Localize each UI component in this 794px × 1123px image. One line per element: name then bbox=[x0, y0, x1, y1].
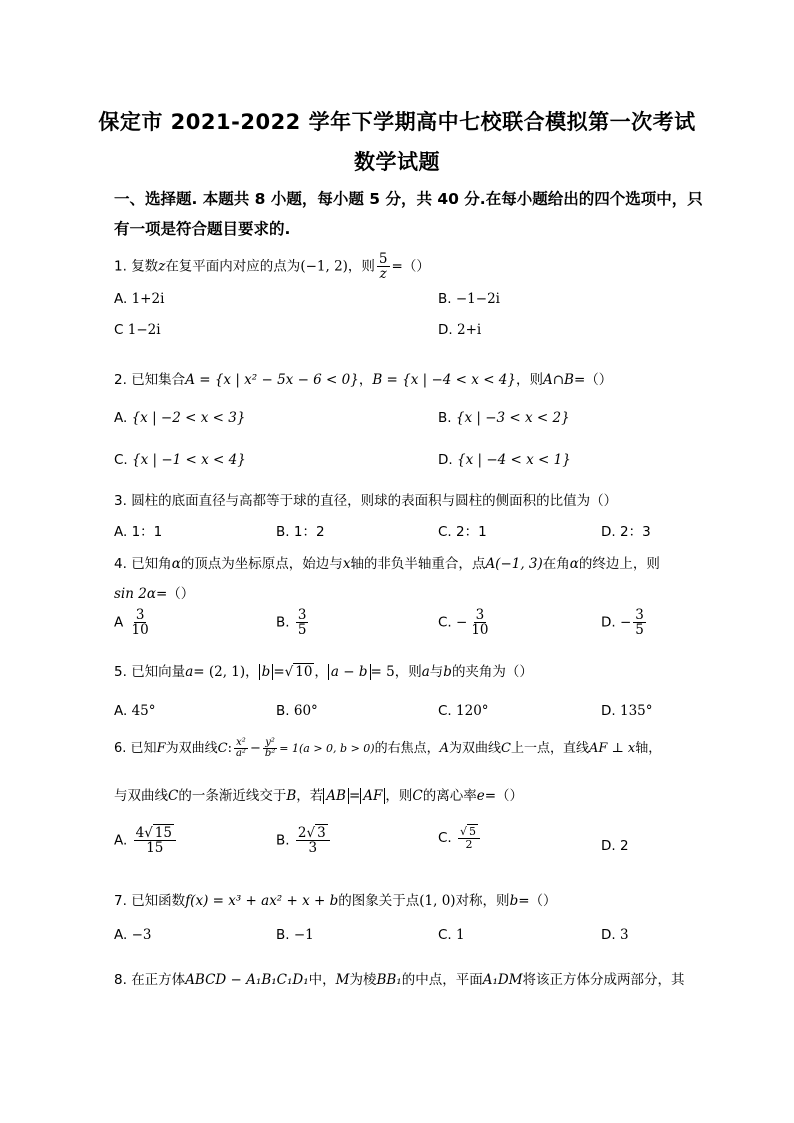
q7-option-d: D. 3 bbox=[601, 927, 629, 943]
q4-option-a: A $\frac{3}{10}$ bbox=[114, 607, 149, 639]
q4-option-d: D. − $\frac{3}{5}$ bbox=[601, 607, 644, 639]
q3-option-a: A. 1：1 bbox=[114, 524, 163, 540]
q1-option-a: A. 1+2i bbox=[114, 291, 165, 307]
q7-option-a: A. −3 bbox=[114, 927, 152, 943]
q5-option-a: A. 45° bbox=[114, 703, 156, 719]
q1-option-b: B. −1−2i bbox=[438, 291, 500, 307]
fraction-5-over-z: $\frac{5}{z}$ bbox=[378, 251, 388, 283]
question-6-line2: 与双曲线C的一条渐近线交于B，若 AB = AF ，则C的离心率e=（） bbox=[114, 788, 524, 804]
question-7: 7. 已知函数f(x) = x³ + ax² + x + b的图象关于点(1, 0)对称，则b=（） bbox=[114, 893, 557, 909]
q5-option-c: C. 120° bbox=[438, 703, 489, 719]
q3-option-b: B. 1：2 bbox=[276, 524, 325, 540]
question-4-line2: sin 2α=（） bbox=[114, 586, 195, 602]
q2-option-a: A. {x | −2 < x < 3} bbox=[114, 410, 246, 426]
section-heading-line1: 一、选择题. 本题共 8 小题，每小题 5 分，共 40 分.在每小题给出的四个选项中，只 bbox=[114, 190, 703, 208]
question-5: 5. 已知向量a= (2, 1)， b =√ 10 ， a − b = 5，则a与b的夹角为（） bbox=[114, 664, 533, 680]
q6-option-a: A. $\frac{4√ 15}{15}$ bbox=[114, 826, 178, 855]
q5-option-b: B. 60° bbox=[276, 703, 318, 719]
exam-subtitle: 数学试题 bbox=[354, 150, 440, 174]
question-8: 8. 在正方体ABCD − A₁B₁C₁D₁中，M为棱BB₁的中点，平面A₁DM将该正方体分成两部分，其 bbox=[114, 972, 685, 988]
question-3: 3. 圆柱的底面直径与高都等于球的直径，则球的表面积与圆柱的侧面积的比值为（） bbox=[114, 493, 618, 509]
q7-option-c: C. 1 bbox=[438, 927, 465, 943]
question-6: 6. 已知F为双曲线C: $\frac{\text{x²}}{\text{a²}}$ − $\frac{\text{y²}}{\text{b²}}$ = 1(a > 0, b > 0)的右焦点，A为双曲线C上一点，直线AF ⊥ x轴， bbox=[114, 736, 662, 759]
q4-option-c: C. − $\frac{3}{10}$ bbox=[438, 607, 489, 639]
q6-option-c: C. $\frac{√ 5}{2}$ bbox=[438, 826, 482, 850]
q6-option-b: B. $\frac{2√ 3}{3}$ bbox=[276, 826, 332, 855]
section-heading-line2: 有一项是符合题目要求的. bbox=[114, 220, 291, 238]
q3-option-c: C. 2：1 bbox=[438, 524, 487, 540]
q4-option-b: B. $\frac{3}{5}$ bbox=[276, 607, 307, 639]
q5-option-d: D. 135° bbox=[601, 703, 653, 719]
question-1: 1. 复数z在复平面内对应的点为(−1, 2)，则 $\frac{5}{z}$ =（） bbox=[114, 251, 430, 283]
q1-option-c: C 1−2i bbox=[114, 322, 161, 338]
q6-option-d: D. 2 bbox=[601, 838, 629, 854]
question-4: 4. 已知角α的顶点为坐标原点，始边与x轴的非负半轴重合，点A(−1, 3)在角α的终边上，则 bbox=[114, 556, 660, 572]
question-2: 2. 已知集合A = {x | x² − 5x − 6 < 0}，B = {x | −4 < x < 4}，则A∩B=（） bbox=[114, 372, 613, 388]
q1-option-d: D. 2+i bbox=[438, 322, 482, 338]
exam-title: 保定市 2021-2022 学年下学期高中七校联合模拟第一次考试 bbox=[98, 110, 696, 134]
q2-option-d: D. {x | −4 < x < 1} bbox=[438, 452, 571, 468]
q2-option-b: B. {x | −3 < x < 2} bbox=[438, 410, 570, 426]
q7-option-b: B. −1 bbox=[276, 927, 314, 943]
q3-option-d: D. 2：3 bbox=[601, 524, 651, 540]
q2-option-c: C. {x | −1 < x < 4} bbox=[114, 452, 246, 468]
